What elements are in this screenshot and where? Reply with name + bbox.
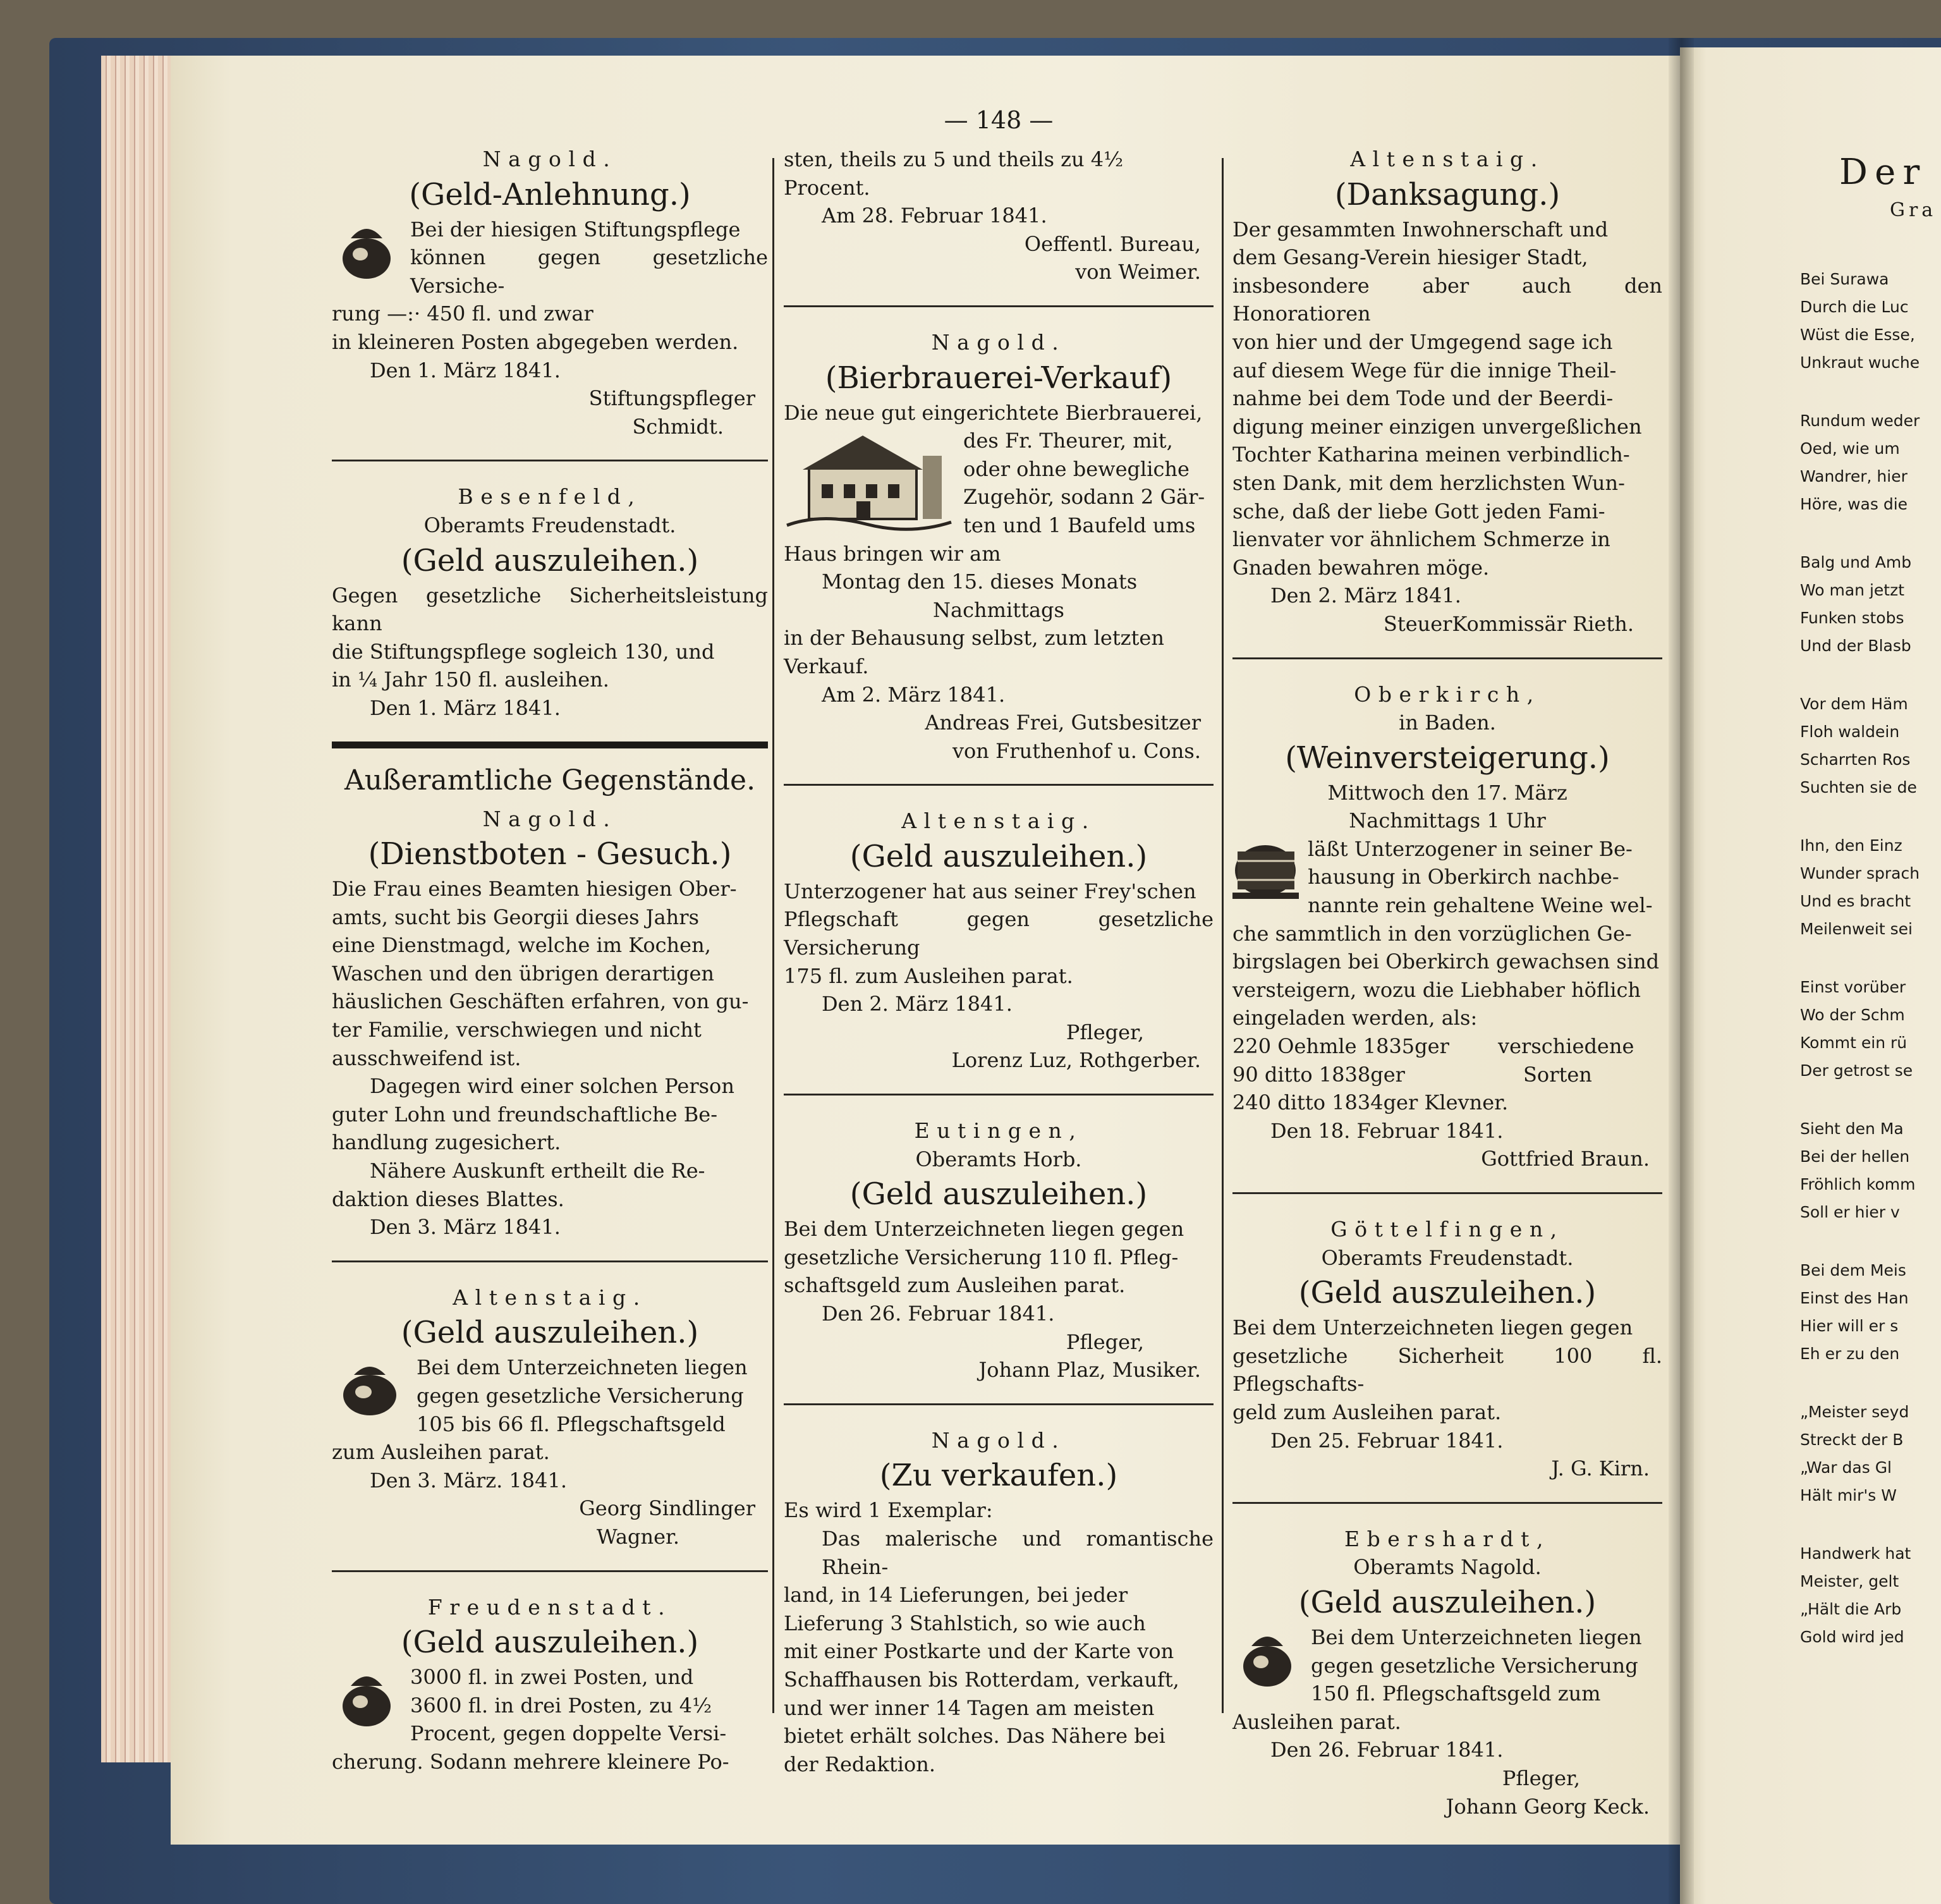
ad-line: amts, sucht bis Georgii dieses Jahrs [332, 905, 699, 929]
poem-line: Kommt ein rü [1800, 1034, 1908, 1052]
poem-line: Balg und Amb [1800, 553, 1912, 571]
advert [784, 1117, 1214, 1384]
ad-signature: Andreas Frei, Gutsbesitzer [925, 711, 1201, 735]
divider [332, 1570, 768, 1572]
ad-subplace: Oberamts Freudenstadt. [423, 513, 676, 537]
advert [784, 1427, 1214, 1779]
ad-date: Am 28. Februar 1841. [822, 204, 1047, 228]
poem-line: Durch die Luc [1800, 298, 1909, 316]
ad-line: digung meiner einzigen unvergeßlichen [1232, 414, 1642, 439]
ad-line: bietet erhält solches. Das Nähere bei [784, 1724, 1165, 1748]
ad-date: Den 2. März 1841. [1270, 583, 1461, 608]
ad-line: zum Ausleihen parat. [332, 1440, 550, 1465]
ad-place: Göttelfingen, [1330, 1217, 1564, 1242]
ad-subplace: Oberamts Horb. [915, 1147, 1082, 1171]
ad-line: nannte rein gehaltene Weine wel- [1308, 893, 1653, 918]
ad-line: 3600 fl. in drei Posten, zu 4½ [410, 1693, 712, 1718]
ad-line: birgslagen bei Oberkirch gewachsen sind [1232, 949, 1660, 974]
wine-row [1232, 1032, 1662, 1061]
poem-line: Einst des Han [1800, 1289, 1909, 1307]
ad-line: hausung in Oberkirch nachbe- [1308, 865, 1619, 889]
ad-line: mit einer Postkarte und der Karte von [784, 1639, 1174, 1664]
ad-date: Den 18. Februar 1841. [1270, 1118, 1504, 1143]
advert [1232, 1216, 1662, 1483]
poem-line: Streckt der B [1800, 1431, 1904, 1449]
divider [1232, 1502, 1662, 1504]
ad-line: Gnaden bewahren möge. [1232, 555, 1490, 580]
ad-line: Das malerische und romantische Rhein- [822, 1526, 1214, 1579]
ad-line: Unterzogener hat aus seiner Frey'schen [784, 879, 1196, 903]
ad-line: gegen gesetzliche Versicherung [1311, 1653, 1638, 1678]
ad-date: Den 26. Februar 1841. [1270, 1738, 1504, 1762]
ad-signature: Gottfried Braun. [1481, 1147, 1650, 1171]
ad-line: Bei dem Unterzeichneten liegen gegen [1232, 1315, 1633, 1340]
ad-line: Procent. [784, 175, 870, 200]
ad-line: geld zum Ausleihen parat. [1232, 1400, 1502, 1424]
poem-line: Funken stobs [1800, 609, 1904, 627]
poem-line: Meilenweit sei [1800, 920, 1913, 938]
ad-heading: (Geld-Anlehnung.) [409, 176, 691, 212]
ad-place: Nagold. [482, 806, 618, 831]
ad-line: Procent, gegen doppelte Versi- [410, 1721, 727, 1746]
ad-line: 105 bis 66 fl. Pflegschaftsgeld [417, 1412, 726, 1436]
ad-heading: (Danksagung.) [1334, 176, 1561, 212]
ad-subplace: in Baden. [1399, 711, 1496, 735]
column-rule [1222, 158, 1224, 1713]
poem-subtitle: Gra [1890, 199, 1937, 221]
ad-signature: Stiftungspfleger [588, 386, 755, 411]
stanza-gap [1800, 1368, 1941, 1398]
ad-signature: von Fruthenhof u. Cons. [952, 738, 1201, 763]
advert [332, 483, 768, 722]
ad-line: daktion dieses Blattes. [332, 1187, 564, 1211]
ad-place: Ebershardt, [1344, 1526, 1551, 1551]
ad-date: Den 1. März 1841. [370, 695, 561, 720]
ad-line: cherung. Sodann mehrere kleinere Po- [332, 1749, 729, 1774]
ad-place: Besenfeld, [458, 484, 642, 510]
advert [1232, 681, 1662, 1174]
ad-date: Den 25. Februar 1841. [1270, 1428, 1504, 1453]
ad-line: insbesondere aber auch den Honoratioren [1232, 273, 1662, 326]
ad-line: eine Dienstmagd, welche im Kochen, [332, 933, 711, 958]
ad-line: ter Familie, verschwiegen und nicht [332, 1018, 702, 1042]
ad-place: Nagold. [482, 147, 618, 171]
ad-place: Altenstaig. [453, 1285, 647, 1310]
poem-line: Gold wird jed [1800, 1628, 1904, 1646]
ad-line: Nachmittags [933, 597, 1064, 622]
section-divider [332, 741, 768, 748]
ad-heading: (Dienstboten - Gesuch.) [368, 836, 732, 872]
ad-line: gesetzliche Sicherheit 100 fl. Pflegschafts- [1232, 1343, 1662, 1396]
stanza-gap [1800, 1085, 1941, 1115]
ad-line: in kleineren Posten abgegeben werden. [332, 329, 739, 354]
ad-signature: J. G. Kirn. [1551, 1456, 1650, 1481]
ad-subplace: Oberamts Freudenstadt. [1321, 1245, 1574, 1270]
ad-line: Bei der hiesigen Stiftungspflege [410, 217, 741, 241]
ad-line: die Stiftungspflege sogleich 130, und [332, 639, 715, 664]
ad-line: und wer inner 14 Tagen am meisten [784, 1695, 1155, 1720]
ad-line: 3000 fl. in zwei Posten, und [410, 1665, 694, 1690]
poem-line: Wunder sprach [1800, 864, 1920, 882]
ad-line: Es wird 1 Exemplar: [784, 1498, 993, 1523]
poem-line: Höre, was die [1800, 495, 1908, 513]
divider [784, 305, 1214, 307]
poem-line: Fröhlich komm [1800, 1175, 1916, 1193]
ad-signature: von Weimer. [1075, 260, 1201, 284]
poem-text [1800, 265, 1941, 1651]
ad-heading: (Geld auszuleihen.) [401, 1625, 699, 1661]
ad-line: Die Frau eines Beamten hiesigen Ober- [332, 877, 737, 901]
ad-signature: Pfleger, [1066, 1329, 1144, 1354]
ad-subplace: Oberamts Nagold. [1353, 1555, 1542, 1580]
poem-line: „Meister seyd [1800, 1403, 1909, 1421]
ad-heading: (Geld auszuleihen.) [401, 542, 699, 578]
ad-date: Den 2. März 1841. [822, 992, 1013, 1016]
ad-signature: Pfleger, [1502, 1766, 1580, 1790]
ad-line: 175 fl. zum Ausleihen parat. [784, 963, 1073, 988]
money-bag-icon [332, 219, 401, 283]
wine-lot: 90 ditto 1838ger [1232, 1062, 1405, 1087]
ad-line: Haus bringen wir am [784, 541, 1001, 566]
ad-line: des Fr. Theurer, mit, [963, 429, 1173, 453]
poem-line: Wandrer, hier [1800, 467, 1908, 485]
ad-place: Freudenstadt. [427, 1594, 672, 1620]
ad-signature: Schmidt. [632, 414, 724, 439]
divider [784, 784, 1214, 786]
divider [332, 460, 768, 461]
advert [332, 1284, 768, 1551]
ad-subplace: Mittwoch den 17. März [1327, 780, 1567, 805]
ad-heading: (Bierbrauerei-Verkauf) [825, 360, 1172, 396]
ad-signature: Pfleger, [1066, 1020, 1144, 1044]
poem-line: Soll er hier v [1800, 1203, 1900, 1221]
money-bag-icon [332, 1357, 408, 1420]
ad-heading: (Geld auszuleihen.) [849, 1176, 1148, 1212]
poem-line: Unkraut wuche [1800, 353, 1920, 372]
ad-line: versteigern, wozu die Liebhaber höflich [1232, 977, 1641, 1002]
column-3 [1232, 145, 1662, 1829]
divider [1232, 1192, 1662, 1194]
poem-line: Handwerk hat [1800, 1544, 1911, 1563]
advert [784, 329, 1214, 765]
wine-lot: 220 Oehmle 1835ger [1232, 1034, 1449, 1059]
poem-line: Ihn, den Einz [1800, 836, 1902, 855]
column-2 [784, 145, 1214, 1787]
ad-line: auf diesem Wege für die innige Theil- [1232, 358, 1617, 382]
ad-line: Bei dem Unterzeichneten liegen [417, 1355, 748, 1380]
ad-line: sche, daß der liebe Gott jeden Fami- [1232, 499, 1605, 523]
stanza-gap [1800, 802, 1941, 832]
poem-title: Der [1839, 152, 1927, 193]
ad-heading: (Zu verkaufen.) [879, 1458, 1118, 1494]
ad-place: Nagold. [931, 329, 1066, 355]
stanza-gap [1800, 377, 1941, 407]
advert [1232, 1525, 1662, 1821]
divider [784, 1403, 1214, 1405]
wine-lot: 240 ditto 1834ger Klevner. [1232, 1090, 1509, 1115]
ad-line: Zugehör, sodann 2 Gär- [963, 485, 1205, 510]
ad-signature: Georg Sindlinger [579, 1496, 755, 1521]
ad-line: Montag den 15. dieses Monats [822, 570, 1138, 594]
ad-heading: (Geld auszuleihen.) [849, 838, 1148, 874]
book-gutter [1669, 38, 1694, 1904]
ad-line: Dagegen wird einer solchen Person [370, 1074, 734, 1099]
poem-line: Hält mir's W [1800, 1486, 1897, 1504]
ad-place: Nagold. [931, 1427, 1066, 1453]
advert [332, 1594, 768, 1776]
ad-line: handlung zugesichert. [332, 1130, 561, 1155]
section-title: Außeramtliche Gegenstände. [344, 764, 756, 796]
advert [332, 805, 768, 1242]
ad-line: Verkauf. [784, 654, 869, 678]
poem-line: Suchten sie de [1800, 778, 1917, 796]
poem-line: Der getrost se [1800, 1061, 1913, 1080]
ad-place: Altenstaig. [1350, 147, 1545, 171]
ad-line: Waschen und den übrigen derartigen [332, 961, 714, 986]
ad-line: ten und 1 Baufeld ums [963, 513, 1196, 537]
ad-line: läßt Unterzogener in seiner Be- [1308, 836, 1633, 861]
ad-date: Den 26. Februar 1841. [822, 1302, 1055, 1326]
poem-line: Sieht den Ma [1800, 1120, 1904, 1138]
wine-barrel-icon [1232, 839, 1299, 902]
poem-line: Wo der Schm [1800, 1006, 1905, 1024]
poem-line: Bei dem Meis [1800, 1261, 1906, 1279]
ad-line: Pflegschaft gegen gesetzliche Versicherung [784, 907, 1214, 960]
ad-signature: Johann Plaz, Musiker. [978, 1358, 1201, 1382]
ad-line: Lieferung 3 Stahlstich, so wie auch [784, 1611, 1146, 1635]
ad-line: in ¼ Jahr 150 fl. ausleihen. [332, 668, 609, 692]
ad-line: che sammtlich in den vorzüglichen Ge- [1232, 921, 1632, 946]
ad-heading: (Geld auszuleihen.) [1298, 1584, 1597, 1620]
page-number: — 148 — [944, 106, 1054, 134]
ad-line: dem Gesang-Verein hiesiger Stadt, [1232, 245, 1588, 270]
poem-line: Bei Surawa [1800, 270, 1889, 288]
ad-line: können gegen gesetzliche Versiche- [410, 245, 768, 298]
poem-line: Wo man jetzt [1800, 581, 1905, 599]
poem-line: Meister, gelt [1800, 1572, 1899, 1590]
poem-line: Und es bracht [1800, 892, 1911, 910]
stanza-gap [1800, 1226, 1941, 1257]
ad-line: land, in 14 Lieferungen, bei jeder [784, 1583, 1128, 1608]
ad-line: Bei dem Unterzeichneten liegen [1311, 1625, 1642, 1649]
ad-line: von hier und der Umgegend sage ich [1232, 329, 1613, 354]
advert [1232, 145, 1662, 638]
ad-line: oder ohne bewegliche [963, 456, 1190, 481]
ad-heading: (Weinversteigerung.) [1285, 740, 1610, 776]
ad-line: Tochter Katharina meinen verbindlich- [1232, 442, 1630, 467]
ad-line: eingeladen werden, als: [1232, 1006, 1478, 1030]
ad-signature: Wagner. [596, 1524, 679, 1549]
ad-line: rung —:· 450 fl. und zwar [332, 302, 593, 326]
divider [784, 1094, 1214, 1095]
poem-line: Rundum weder [1800, 412, 1920, 430]
wine-note: Sorten [1523, 1062, 1592, 1087]
poem-line: Bei der hellen [1800, 1147, 1910, 1166]
stanza-gap [1800, 518, 1941, 549]
ad-line: häuslichen Geschäften erfahren, von gu- [332, 989, 749, 1014]
divider [332, 1260, 768, 1262]
ad-line: sten, theils zu 5 und theils zu 4½ [784, 147, 1124, 171]
ad-date: Den 3. März 1841. [370, 1215, 561, 1240]
ad-subplace: Nachmittags 1 Uhr [1349, 809, 1546, 833]
advert [784, 807, 1214, 1075]
advert [784, 145, 1214, 286]
poem-line: „Hält die Arb [1800, 1600, 1902, 1618]
divider [1232, 657, 1662, 659]
advert [332, 145, 768, 441]
ad-line: Schaffhausen bis Rotterdam, verkauft, [784, 1667, 1179, 1692]
ad-place: Eutingen, [914, 1118, 1083, 1144]
column-1 [332, 145, 768, 1785]
ad-line: guter Lohn und freundschaftliche Be- [332, 1102, 718, 1126]
ad-date: Den 1. März 1841. [370, 358, 561, 382]
money-bag-icon [1232, 1627, 1302, 1690]
poem-line: „War das Gl [1800, 1458, 1892, 1477]
ad-signature: Johann Georg Keck. [1445, 1794, 1650, 1819]
ad-line: Bei dem Unterzeichneten liegen gegen [784, 1217, 1184, 1242]
stanza-gap [1800, 660, 1941, 690]
poem-line: Oed, wie um [1800, 439, 1900, 458]
ad-line: in der Behausung selbst, zum letzten [784, 626, 1164, 650]
poem-line: Floh waldein [1800, 723, 1900, 741]
wine-note: verschiedene [1498, 1034, 1634, 1059]
ad-line: Ausleihen parat. [1232, 1709, 1401, 1734]
ad-line: nahme bei dem Tode und der Beerdi- [1232, 386, 1614, 411]
stanza-gap [1800, 1510, 1941, 1540]
ad-signature: Oeffentl. Bureau, [1024, 231, 1201, 256]
ad-date: Am 2. März 1841. [822, 682, 1006, 707]
ad-date: Den 3. März. 1841. [370, 1468, 568, 1492]
ad-place: Oberkirch, [1354, 681, 1541, 707]
ad-line: ausschweifend ist. [332, 1046, 521, 1070]
ad-line: Nähere Auskunft ertheilt die Re- [370, 1159, 705, 1183]
wine-row [1232, 1061, 1662, 1089]
ad-place: Altenstaig. [901, 809, 1096, 834]
ad-line: Die neue gut eingerichtete Bierbrauerei, [784, 400, 1203, 425]
wine-row [1232, 1089, 1662, 1117]
ad-line: sten Dank, mit dem herzlichsten Wun- [1232, 470, 1625, 495]
ad-signature: SteuerKommissär Rieth. [1383, 611, 1634, 636]
poem-line: Und der Blasb [1800, 637, 1911, 655]
ad-line: Der gesammten Inwohnerschaft und [1232, 217, 1609, 241]
ad-line: 150 fl. Pflegschaftsgeld zum [1311, 1681, 1601, 1706]
ad-line: gesetzliche Versicherung 110 fl. Pfleg- [784, 1245, 1179, 1269]
column-rule [772, 158, 774, 1713]
ad-line: schaftsgeld zum Ausleihen parat. [784, 1273, 1126, 1298]
poem-line: Vor dem Häm [1800, 695, 1908, 713]
stanza-gap [1800, 943, 1941, 973]
brewery-house-icon [784, 430, 954, 532]
money-bag-icon [332, 1667, 401, 1730]
ad-line: gegen gesetzliche Versicherung [417, 1384, 744, 1408]
poem-line: Eh er zu den [1800, 1345, 1900, 1363]
ad-line: lienvater vor ähnlichem Schmerze in [1232, 527, 1610, 552]
poem-line: Einst vorüber [1800, 978, 1906, 996]
poem-line: Scharrten Ros [1800, 750, 1911, 769]
poem-line: Hier will er s [1800, 1317, 1899, 1335]
ad-line: der Redaktion. [784, 1752, 936, 1776]
poem-line: Wüst die Esse, [1800, 326, 1915, 344]
ad-heading: (Geld auszuleihen.) [401, 1315, 699, 1351]
ad-line: Gegen gesetzliche Sicherheitsleistung kann [332, 583, 768, 636]
ad-heading: (Geld auszuleihen.) [1298, 1275, 1597, 1311]
ad-signature: Lorenz Luz, Rothgerber. [951, 1048, 1201, 1073]
